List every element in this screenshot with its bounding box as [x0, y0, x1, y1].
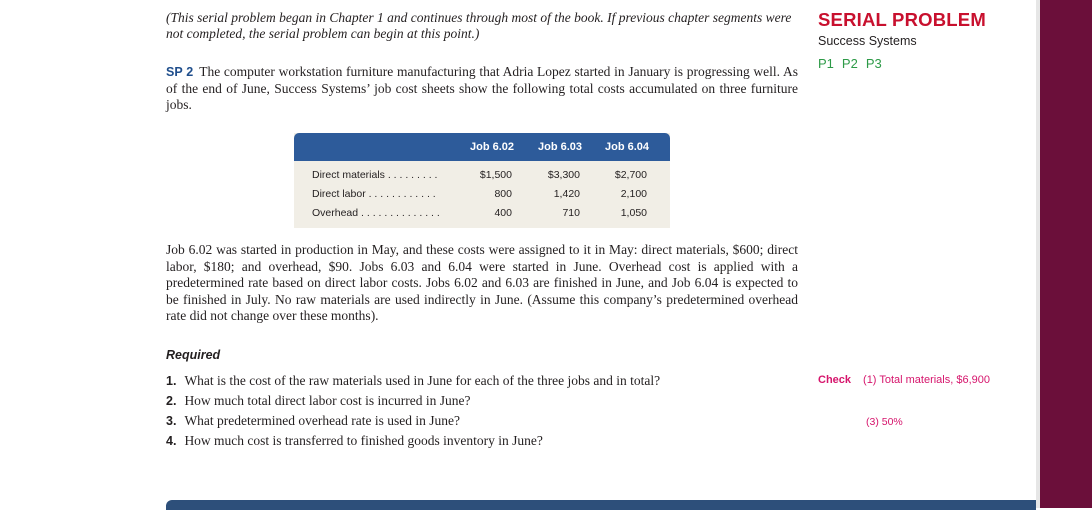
- objective-tag: P1: [818, 56, 834, 71]
- check-answer: [818, 374, 990, 386]
- check-label: Check: [818, 374, 852, 386]
- objective-tag: P3: [865, 56, 882, 71]
- problem-number: SP 2: [166, 65, 194, 79]
- table-header: [294, 133, 670, 161]
- job-details-paragraph: Job 6.02 was started in production in May, and these costs were assigned to it in May: direct materials, $600; direct labor, $180; and overhead, $90. Jobs 6.03 and 6.04 were started in June. Overhead cost is applied with a predetermined rate based on direct labor costs. Jobs 6.02 and 6.03 are finished in June, and Job 6.04 is expected to be finished in July. No raw materials are used indirectly in June. (Assume this company’s predetermined overhead rate did not change over these months).: [166, 242, 798, 323]
- problem-statement: [166, 64, 798, 114]
- check-note-1: (1) Total materials, $6,900: [863, 374, 991, 386]
- check-note-3: (3) 50%: [866, 416, 903, 428]
- item-text: What predetermined overhead rate is used in June?: [184, 413, 460, 428]
- item-number: 4.: [166, 434, 177, 448]
- column-header: Job 6.03: [538, 141, 583, 153]
- item-number: 3.: [166, 414, 177, 428]
- required-item: [166, 413, 460, 429]
- item-text: How much total direct labor cost is incurred in June?: [184, 393, 471, 408]
- required-heading: Required: [166, 348, 221, 362]
- row-label: Direct materials . . . . . . . . .: [312, 169, 438, 181]
- row-label: Direct labor . . . . . . . . . . . .: [312, 188, 436, 200]
- next-section-bar: [166, 500, 1036, 510]
- objective-tag: P2: [841, 56, 858, 71]
- objective-tags: [818, 56, 882, 71]
- table-cell: 800: [494, 188, 512, 200]
- required-item: [166, 433, 543, 449]
- table-cell: $2,700: [614, 169, 647, 181]
- intro-note: (This serial problem began in Chapter 1 and continues through most of the book. If previous chapter segments were not completed, the serial problem can begin at this point.): [166, 10, 792, 41]
- required-item: [166, 373, 660, 389]
- item-number: 2.: [166, 394, 177, 408]
- table-cell: $3,300: [547, 169, 580, 181]
- table-cell: 710: [562, 207, 580, 219]
- row-label: Overhead . . . . . . . . . . . . . .: [312, 207, 440, 219]
- table-cell: $1,500: [479, 169, 512, 181]
- table-cell: 400: [494, 207, 512, 219]
- table-cell: 1,420: [553, 188, 580, 200]
- serial-problem-subtitle: Success Systems: [818, 34, 917, 48]
- table-cell: 1,050: [620, 207, 647, 219]
- page-margin-bar: [1040, 0, 1092, 508]
- problem-text: The computer workstation furniture manufacturing that Adria Lopez started in January is progressing well. As of the end of June, Success Systems’ job cost sheets show the following total costs accumulated on three furniture jobs.: [166, 64, 798, 112]
- table-cell: 2,100: [620, 188, 647, 200]
- job-cost-table: [294, 133, 670, 228]
- serial-problem-title: SERIAL PROBLEM: [818, 9, 986, 30]
- column-header: Job 6.02: [470, 141, 515, 153]
- item-text: How much cost is transferred to finished goods inventory in June?: [184, 433, 543, 448]
- required-item: [166, 393, 470, 409]
- column-header: Job 6.04: [605, 141, 650, 153]
- item-number: 1.: [166, 374, 177, 388]
- item-text: What is the cost of the raw materials used in June for each of the three jobs and in total?: [184, 373, 661, 388]
